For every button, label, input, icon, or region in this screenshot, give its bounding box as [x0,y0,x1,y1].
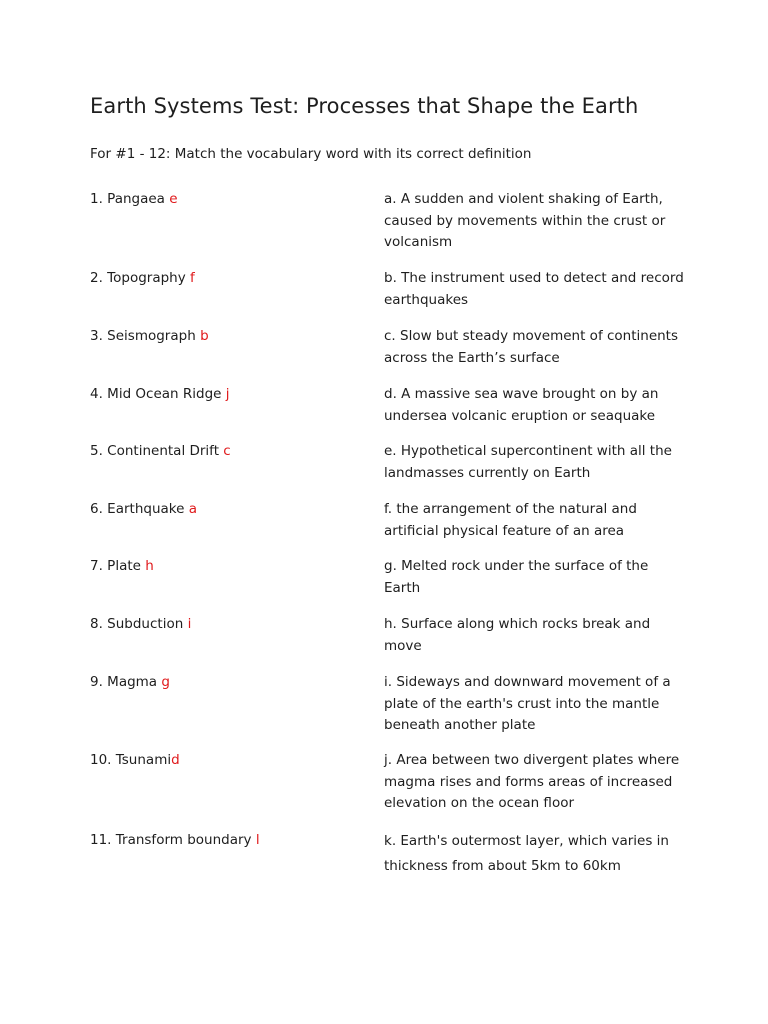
term-label: 3. Seismograph [90,328,201,344]
term-item [90,443,231,459]
term-label: 5. Continental Drift [90,443,224,459]
term-label: 2. Topography [90,270,191,286]
term-answer: l [255,832,260,848]
term-item [90,832,260,848]
definition-item: b. The instrument used to detect and record earthquakes [384,270,684,308]
definition-item: k. Earth's outermost layer, which varies in thickness from about 5km to 60km [384,833,669,874]
page-title: Earth Systems Test: Processes that Shape the Earth [90,94,639,118]
term-answer: d [171,752,180,768]
term-answer: f [190,270,195,286]
term-answer: j [225,386,230,402]
term-label: 4. Mid Ocean Ridge [90,386,226,402]
term-label: 10. Tsunami [90,752,172,768]
term-item [90,674,170,690]
term-label: 8. Subduction [90,616,188,632]
term-item [90,501,197,517]
term-item [90,328,209,344]
term-answer: h [145,558,154,574]
definition-item: h. Surface along which rocks break and move [384,616,651,654]
definition-item: j. Area between two divergent plates where magma rises and forms areas of increased elevation on the ocean floor [384,752,680,811]
term-item [90,558,154,574]
term-item [90,191,178,207]
definition-item: a. A sudden and violent shaking of Earth, caused by movements within the crust or volcanism [384,191,666,250]
definition-item: c. Slow but steady movement of continents across the Earth’s surface [384,328,679,366]
term-answer: i [187,616,192,632]
definition-item: i. Sideways and downward movement of a plate of the earth's crust into the mantle beneath another plate [384,674,671,733]
definition-item: f. the arrangement of the natural and artificial physical feature of an area [384,501,637,539]
term-item [90,616,191,632]
term-answer: e [169,191,178,207]
term-answer: c [223,443,231,459]
term-label: 6. Earthquake [90,501,189,517]
definition-item: g. Melted rock under the surface of the Earth [384,558,649,596]
term-answer: b [200,328,209,344]
term-item [90,386,230,402]
instructions: For #1 - 12: Match the vocabulary word with its correct definition [90,146,532,162]
term-label: 9. Magma [90,674,162,690]
definition-item: e. Hypothetical supercontinent with all the landmasses currently on Earth [384,443,672,481]
term-label: 11. Transform boundary [90,832,256,848]
term-answer: g [161,674,170,690]
term-item [90,752,180,768]
term-label: 1. Pangaea [90,191,170,207]
term-label: 7. Plate [90,558,146,574]
definition-item: d. A massive sea wave brought on by an undersea volcanic eruption or seaquake [384,386,659,424]
term-item [90,270,195,286]
term-answer: a [188,501,197,517]
